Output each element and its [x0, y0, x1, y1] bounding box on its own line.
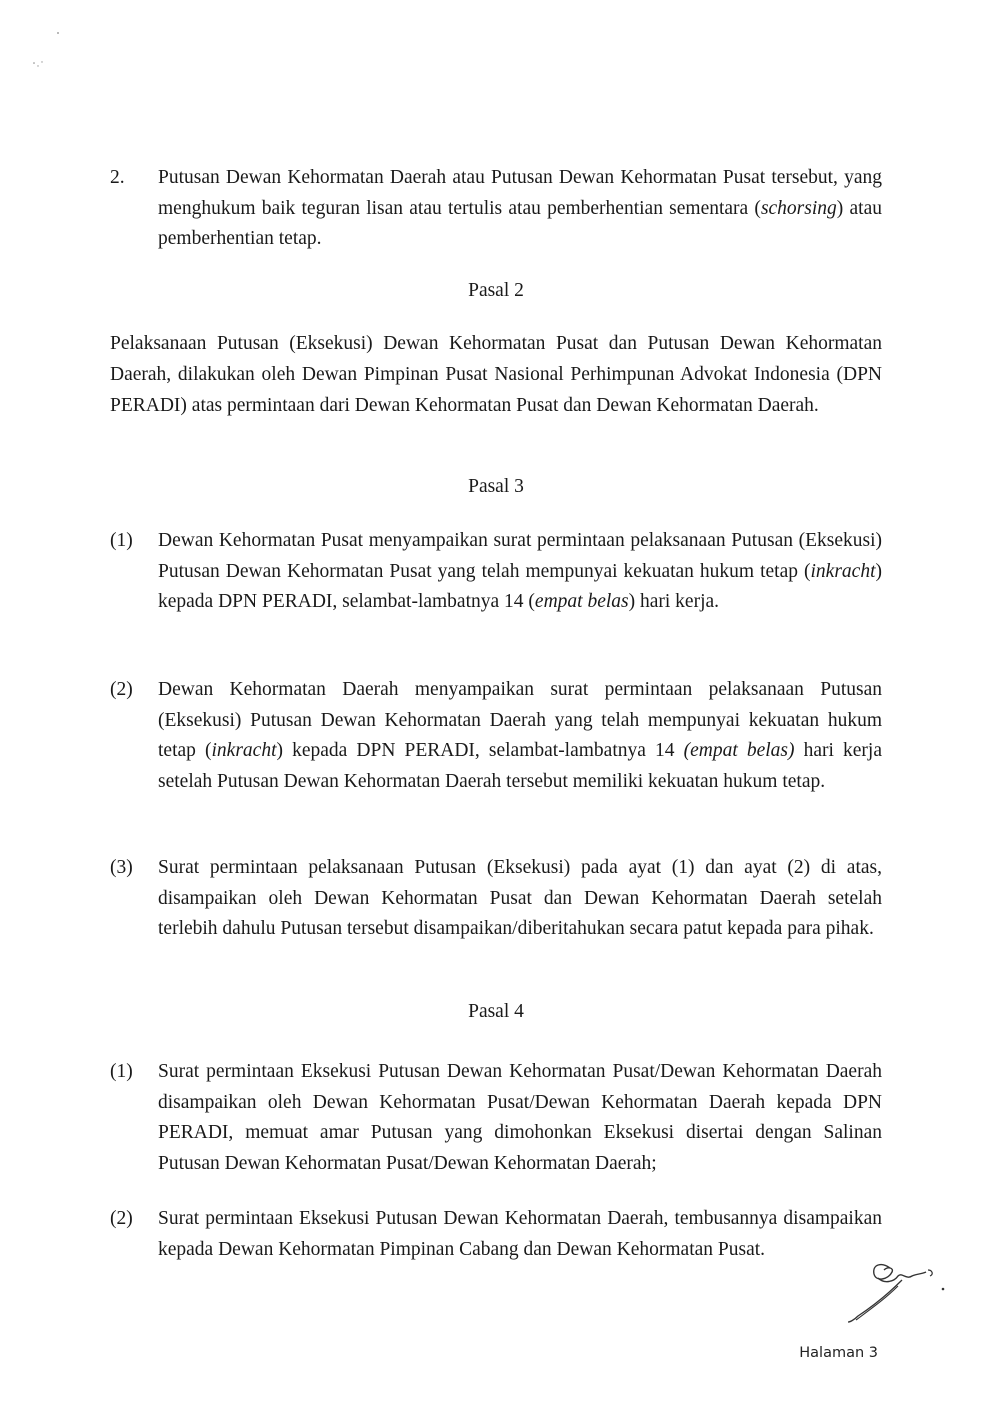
item-text [158, 675, 882, 797]
pasal-4-item-2 [110, 1204, 882, 1265]
item-text [158, 163, 882, 255]
item-text: Surat permintaan pelaksanaan Putusan (Eksekusi) pada ayat (1) dan ayat (2) di atas, disampaikan oleh Dewan Kehormatan Pusat dan Dewan Kehormatan Daerah setelah terlebih dahulu Putusan tersebut disampaikan/diberitahukan secara patut kepada para pihak. [158, 857, 882, 939]
text-segment: Putusan Dewan Kehormatan Daerah atau Putusan Dewan Kehormatan Pusat tersebut, yang menghukum baik teguran lisan atau tertulis atau pemberhentian sementara ( [158, 167, 882, 219]
text-segment: hari kerja setelah Putusan Dewan Kehormatan Daerah tersebut memiliki kekuatan hukum tetap. [158, 740, 882, 792]
item-text [158, 526, 882, 618]
text-segment: ) hari kerja. [628, 591, 720, 612]
pasal-2-paragraph: Pelaksanaan Putusan (Eksekusi) Dewan Kehormatan Pusat dan Putusan Dewan Kehormatan Daerah, dilakukan oleh Dewan Pimpinan Pusat Nasional Perhimpunan Advokat Indonesia (DPN PERADI) atas permintaan dari Dewan Kehormatan Pusat dan Dewan Kehormatan Daerah. [110, 333, 882, 416]
scan-specks [20, 25, 60, 70]
item-number: (1) [110, 530, 133, 551]
item-number: 2. [110, 167, 125, 188]
signature-initials [842, 1250, 952, 1330]
text-segment: ) kepada DPN PERADI, selambat-lambatnya 14 ( [158, 560, 882, 612]
item-number: (3) [110, 857, 133, 878]
list-item-2 [110, 163, 882, 255]
italic-term: inkracht [211, 740, 277, 761]
item-text: Surat permintaan Eksekusi Putusan Dewan Kehormatan Daerah, tembusannya disampaikan kepada Dewan Kehormatan Pimpinan Cabang dan Dewan Kehormatan Pusat. [158, 1208, 882, 1260]
italic-term: (empat belas) [683, 740, 795, 761]
text-segment: Dewan Kehormatan Daerah menyampaikan surat permintaan pelaksanaan Putusan (Eksekusi) Putusan Dewan Kehormatan Daerah yang telah mempunyai kekuatan hukum tetap ( [158, 679, 882, 761]
text-segment: ) atau pemberhentian tetap. [158, 197, 882, 249]
text-segment: ) kepada DPN PERADI, selambat-lambatnya 14 [276, 740, 684, 761]
italic-term: empat belas [534, 591, 629, 612]
text-segment: Dewan Kehormatan Pusat menyampaikan surat permintaan pelaksanaan Putusan (Eksekusi) Putusan Dewan Kehormatan Pusat yang telah mempunyai kekuatan hukum tetap ( [158, 530, 882, 582]
pasal-2-heading: Pasal 2 [468, 280, 524, 301]
pasal-3-item-1 [110, 526, 882, 618]
pasal-3-item-3 [110, 853, 882, 945]
italic-term: inkracht [810, 560, 876, 582]
item-text: Surat permintaan Eksekusi Putusan Dewan Kehormatan Pusat/Dewan Kehormatan Daerah disampaikan oleh Dewan Kehormatan Pusat/Dewan Kehormatan Daerah kepada DPN PERADI, memuat amar Putusan yang dimohonkan Eksekusi disertai dengan Salinan Putusan Dewan Kehormatan Pusat/Dewan Kehormatan Daerah; [158, 1061, 882, 1174]
pasal-4-item-1 [110, 1057, 882, 1179]
page-number-label: Halaman 3 [799, 1345, 878, 1361]
pasal-3-item-2 [110, 675, 882, 797]
pasal-4-heading: Pasal 4 [468, 1001, 524, 1022]
item-number: (1) [110, 1061, 133, 1082]
item-number: (2) [110, 679, 133, 700]
italic-term: schorsing [760, 197, 837, 219]
item-number: (2) [110, 1208, 133, 1229]
pasal-3-heading: Pasal 3 [468, 476, 524, 497]
